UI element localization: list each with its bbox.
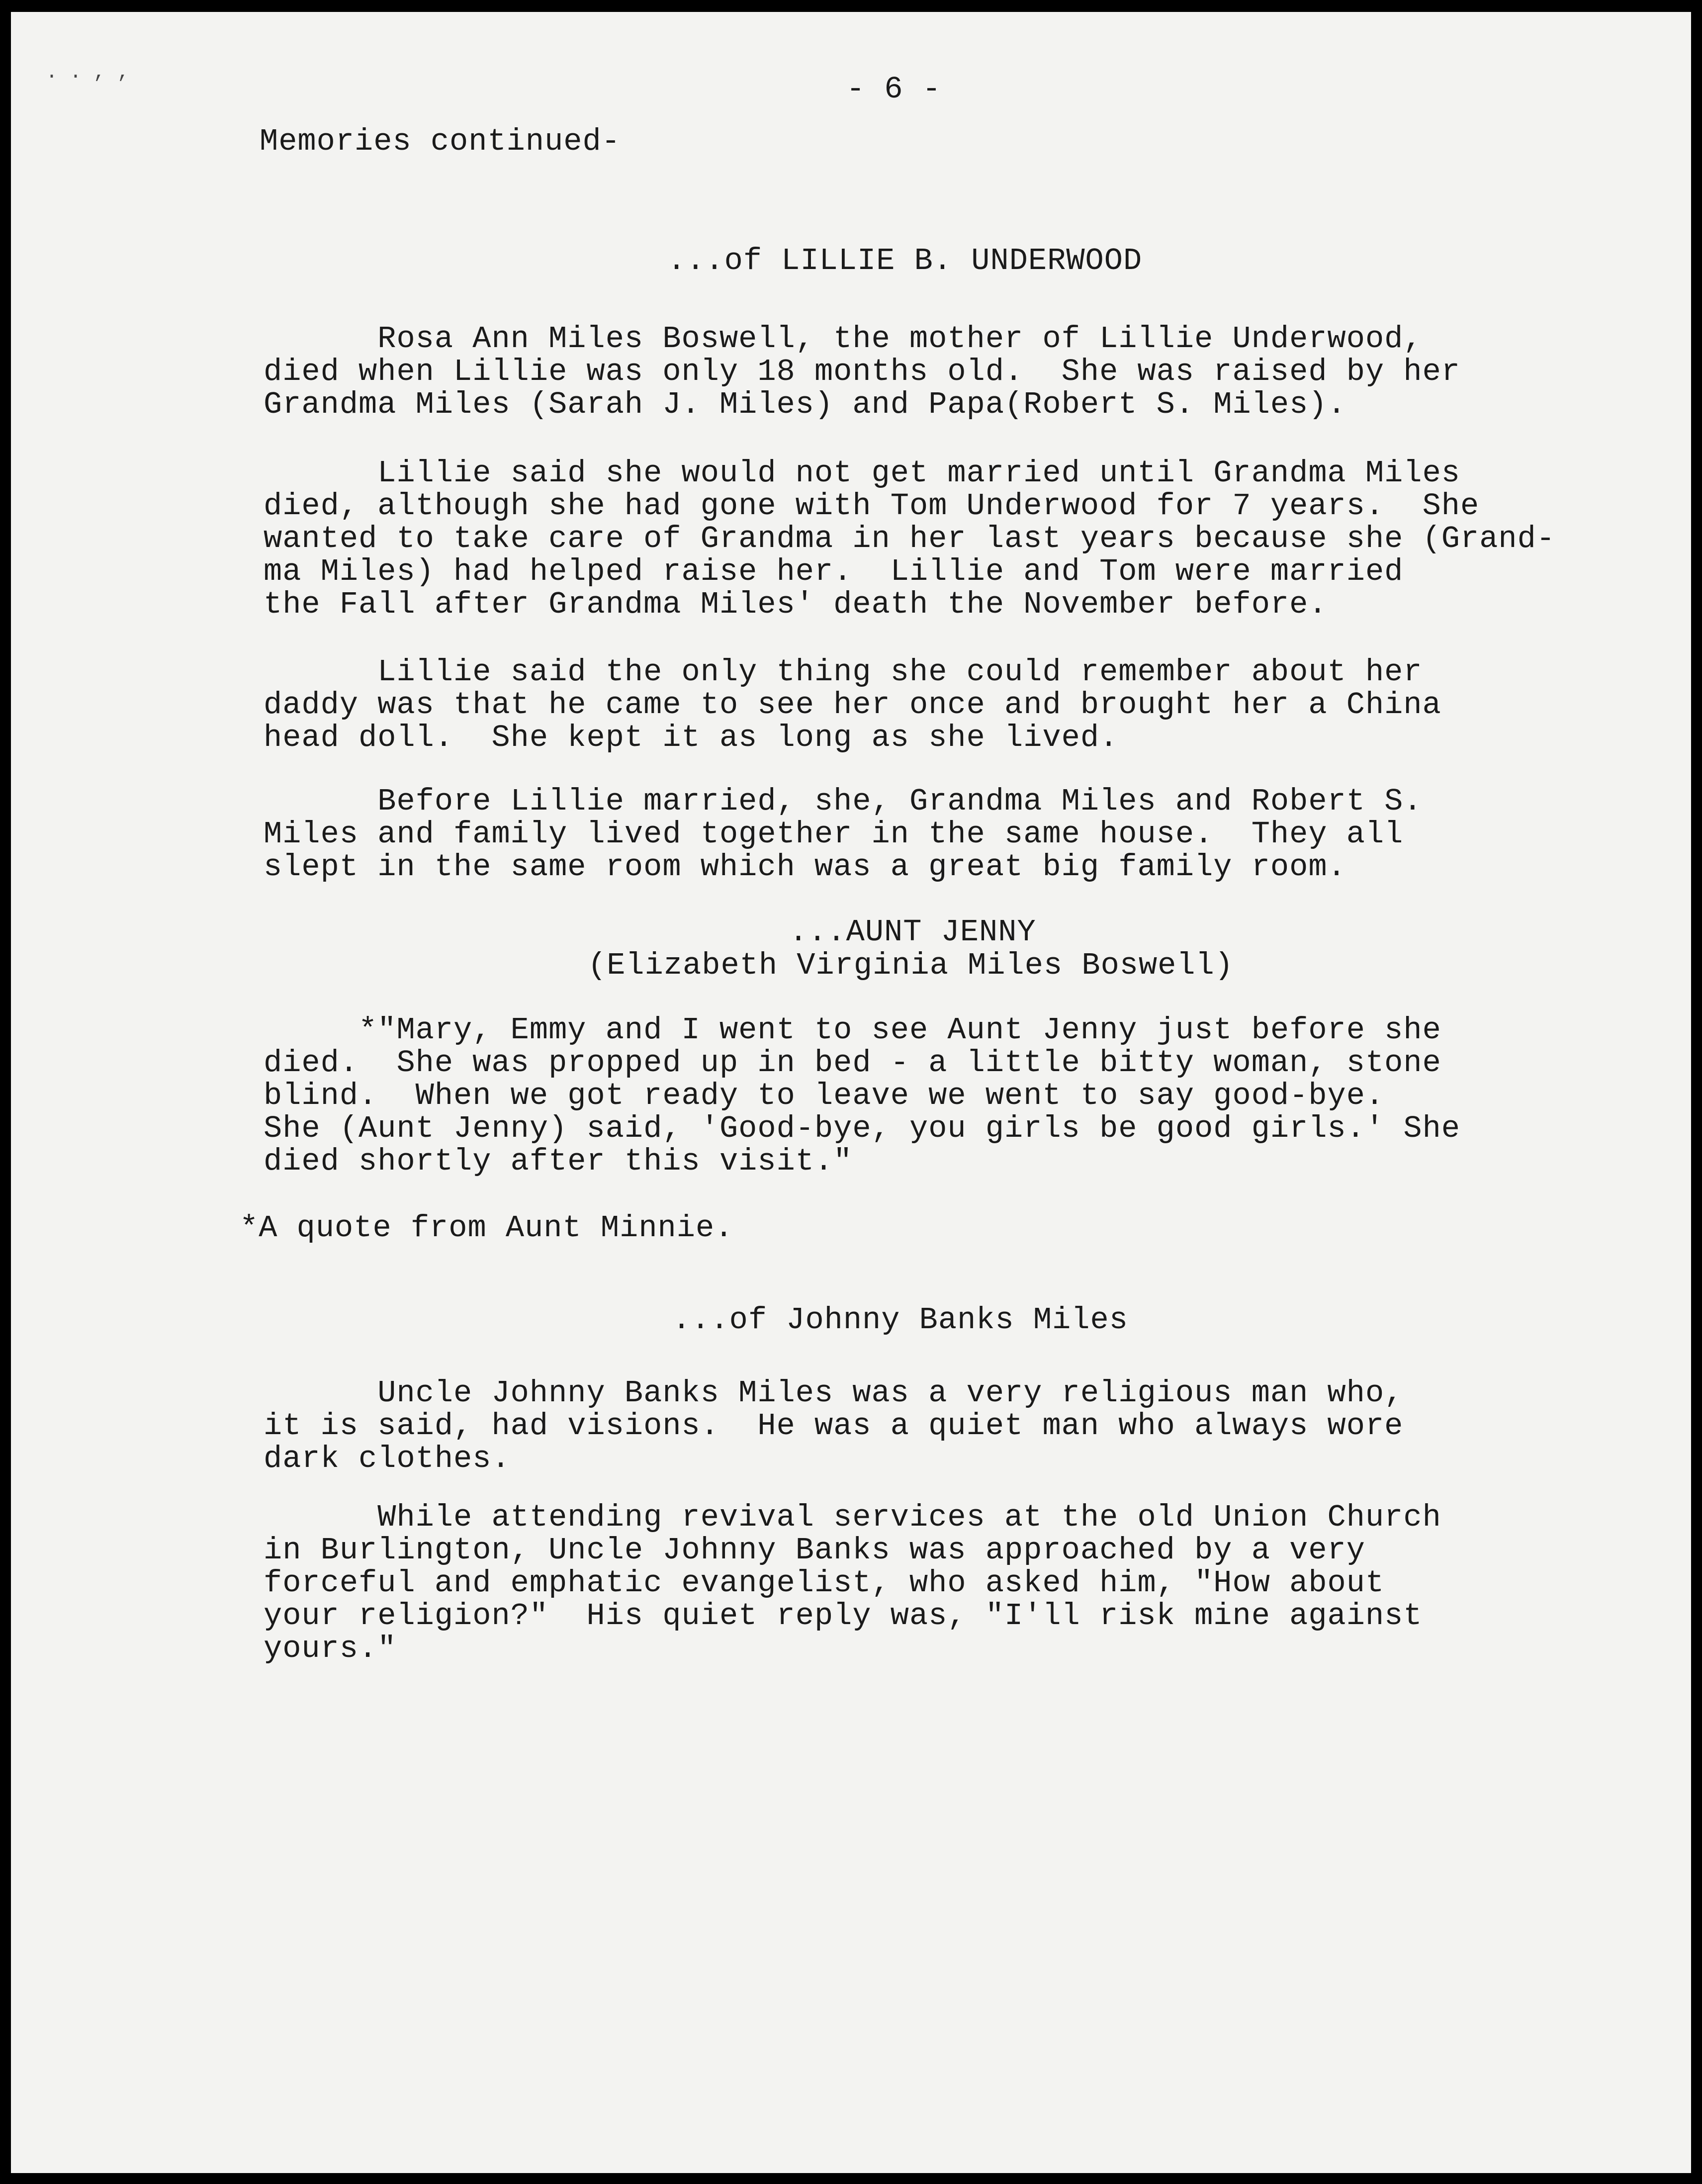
paragraph-lillie-1 <box>264 323 1460 421</box>
paragraph-line: yours." <box>264 1631 397 1666</box>
paragraph-line: Before Lillie married, she, Grandma Miles and Robert S. <box>264 784 1423 819</box>
page-number: - 6 - <box>846 72 942 107</box>
paragraph-line: Grandma Miles (Sarah J. Miles) and Papa(Robert S. Miles). <box>264 387 1346 422</box>
paragraph-line: in Burlington, Uncle Johnny Banks was approached by a very <box>264 1533 1365 1568</box>
section-heading-johnny: ...of Johnny Banks Miles <box>672 1302 1128 1338</box>
paragraph-line: Uncle Johnny Banks Miles was a very religious man who, <box>264 1375 1404 1411</box>
paragraph-line: Miles and family lived together in the same house. They all <box>264 817 1404 852</box>
paragraph-line: Rosa Ann Miles Boswell, the mother of Lillie Underwood, <box>264 321 1423 357</box>
paragraph-line: Lillie said she would not get married until Grandma Miles <box>264 455 1460 491</box>
paragraph-lillie-4 <box>264 785 1423 884</box>
paragraph-line: She (Aunt Jenny) said, 'Good-bye, you girls be good girls.' She <box>264 1111 1460 1146</box>
paragraph-jenny-1 <box>264 1014 1460 1178</box>
paragraph-line: forceful and emphatic evangelist, who asked him, "How about <box>264 1565 1385 1601</box>
footnote: *A quote from Aunt Minnie. <box>240 1210 734 1246</box>
section-heading-lillie: ...of LILLIE B. UNDERWOOD <box>667 243 1143 278</box>
paragraph-line: slept in the same room which was a great big family room. <box>264 849 1346 885</box>
paragraph-line: died. She was propped up in bed - a little bitty woman, stone <box>264 1045 1441 1081</box>
paragraph-johnny-2 <box>264 1501 1441 1665</box>
page-header: Memories continued- <box>260 124 621 159</box>
paragraph-line: *"Mary, Emmy and I went to see Aunt Jenny just before she <box>264 1012 1441 1048</box>
paragraph-lillie-3 <box>264 656 1441 754</box>
margin-marks: . . , , <box>46 62 130 84</box>
paragraph-line: blind. When we got ready to leave we went to say good-bye. <box>264 1078 1385 1113</box>
section-subheading-jenny: (Elizabeth Virginia Miles Boswell) <box>588 948 1234 983</box>
paragraph-line: Lillie said the only thing she could remember about her <box>264 654 1423 690</box>
paragraph-line: your religion?" His quiet reply was, "I'll risk mine against <box>264 1598 1423 1634</box>
section-heading-jenny: ...AUNT JENNY <box>789 914 1036 950</box>
paragraph-line: head doll. She kept it as long as she lived. <box>264 720 1119 755</box>
paragraph-line: died, although she had gone with Tom Underwood for 7 years. She <box>264 488 1480 524</box>
paragraph-lillie-2 <box>264 457 1555 621</box>
paragraph-line: wanted to take care of Grandma in her last years because she (Grand- <box>264 521 1556 556</box>
paragraph-line: died when Lillie was only 18 months old. She was raised by her <box>264 354 1460 389</box>
paragraph-johnny-1 <box>264 1377 1403 1475</box>
paragraph-line: While attending revival services at the old Union Church <box>264 1500 1441 1535</box>
paragraph-line: it is said, had visions. He was a quiet man who always wore <box>264 1408 1404 1444</box>
typed-page <box>11 12 1691 2173</box>
paragraph-line: died shortly after this visit." <box>264 1144 853 1179</box>
paragraph-line: the Fall after Grandma Miles' death the November before. <box>264 587 1328 622</box>
paragraph-line: ma Miles) had helped raise her. Lillie and Tom were married <box>264 554 1404 589</box>
paragraph-line: dark clothes. <box>264 1441 511 1476</box>
paragraph-line: daddy was that he came to see her once and brought her a China <box>264 687 1441 723</box>
